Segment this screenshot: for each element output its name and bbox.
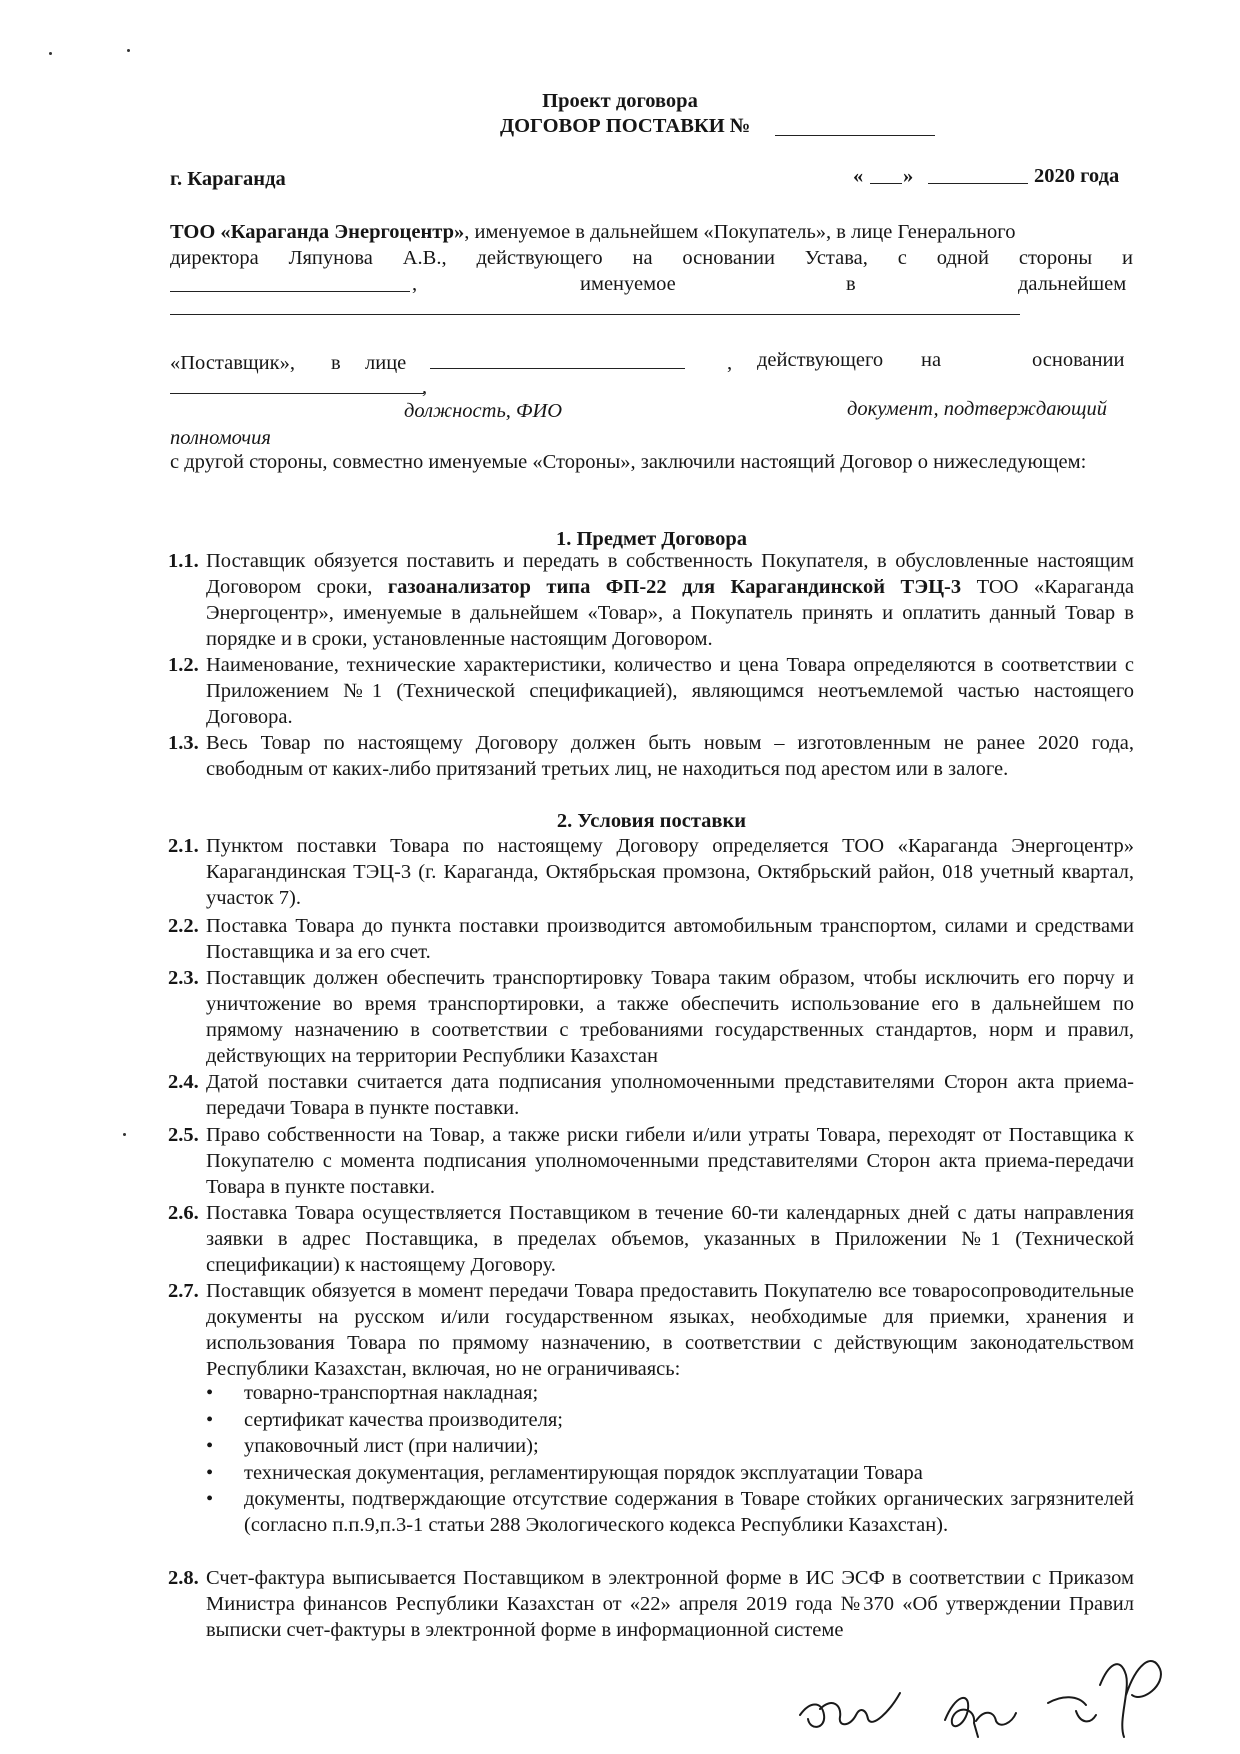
clause-number: 2.5. bbox=[168, 1124, 199, 1146]
supplier-long-blank bbox=[170, 314, 1020, 315]
person-word: лице bbox=[365, 352, 407, 374]
clause-text: Наименование, технические характеристики, количество и цена Товара определяются в соответствии с Приложением №1 (Технической спецификацией), являющимся неотъемлемой частью настоящего Договора. bbox=[206, 654, 1134, 728]
clause-text: Счет-фактура выписывается Поставщиком в электронной форме в ИС ЭСФ в соответствии с Приказом Министра финансов Республики Казахстан от «22» апреля 2019 года №370 «Об утверждении Правил выписки счет-фактуры в электронной форме в информационной системе bbox=[206, 1567, 1134, 1641]
clause-number: 1.2. bbox=[168, 654, 199, 676]
document-hint: документ, подтверждающий bbox=[847, 398, 1107, 420]
in-word-2: в bbox=[331, 352, 341, 374]
supplier-name-blank bbox=[170, 291, 410, 292]
section-1-title: 1. Предмет Договора bbox=[555, 528, 748, 550]
clause-text: Поставщик обязуется поставить и передать в собственность Покупателя, в обусловленные настоящим Договором сроки, газоанализатор типа ФП-22 для Карагандинской ТЭЦ-3 ТОО «Караганда Энергоцентр», именуемые в дальнейшем «Товар», а Покупатель принять и оплатить данный Товар в порядке и в сроки, установленные настоящим Договором. bbox=[206, 550, 1135, 650]
clause-1-3 bbox=[168, 730, 1134, 782]
clause-number: 2.3. bbox=[168, 967, 199, 989]
list-item: • сертификат качества производителя; bbox=[206, 1409, 564, 1431]
clause-2-2 bbox=[168, 913, 1134, 965]
signature-stroke bbox=[1048, 1661, 1161, 1737]
month-blank bbox=[928, 183, 1028, 184]
list-item: • техническая документация, регламентирующая порядок эксплуатации Товара bbox=[206, 1462, 923, 1484]
clause-number: 1.1. bbox=[168, 550, 199, 572]
day-blank bbox=[870, 183, 902, 184]
clause-text: Пунктом поставки Товара по настоящему Договору определяется ТОО «Караганда Энергоцентр» Карагандинская ТЭЦ-3 (г. Караганда, Октябрьская промзона, Октябрьский район, 018 учетный квартал, участок 7). bbox=[206, 835, 1134, 909]
scan-speck bbox=[123, 1133, 126, 1136]
signature-stroke bbox=[800, 1693, 900, 1727]
parties-intro-text: , именуемое в дальнейшем «Покупатель», в лице Генерального bbox=[464, 221, 1016, 243]
representative-blank bbox=[430, 368, 685, 369]
handwritten-initials bbox=[780, 1625, 1230, 1750]
clause-2-5 bbox=[168, 1122, 1134, 1200]
project-label: Проект договора bbox=[542, 90, 698, 112]
clause-number: 2.1. bbox=[168, 835, 199, 857]
clause-number: 2.7. bbox=[168, 1280, 199, 1302]
clause-2-1 bbox=[168, 833, 1134, 911]
scan-speck bbox=[49, 52, 52, 55]
bullet-icon: • bbox=[206, 1488, 214, 1510]
clause-text: Датой поставки считается дата подписания уполномоченными представителями Сторон акта приема-передачи Товара в пункте поставки. bbox=[206, 1071, 1134, 1119]
clause-2-6 bbox=[168, 1200, 1134, 1278]
clause-text: Право собственности на Товар, а также риски гибели и/или утраты Товара, переходят от Поставщика к Покупателю с момента подписания уполномоченными представителями Сторон акта приема-передачи Товара в пункте поставки. bbox=[206, 1124, 1134, 1198]
date-open-quote: « bbox=[853, 165, 864, 187]
section-2-title: 2. Условия поставки bbox=[556, 810, 747, 832]
parties-line-2: директора Ляпунова А.В., действующего на основании Устава, с одной стороны и bbox=[170, 247, 1133, 269]
contract-number-blank bbox=[775, 135, 935, 136]
comma: , bbox=[412, 273, 418, 295]
signature-stroke bbox=[945, 1698, 1016, 1737]
basis-word: основании bbox=[1032, 349, 1125, 371]
clause-2-7 bbox=[168, 1278, 1134, 1382]
list-item: • документы, подтверждающие отсутствие содержания в Товаре стойких органических загрязнителей (согласно п.п.9,п.3-1 статьи 288 Экологического кодекса Республики Казахстан). bbox=[206, 1488, 1134, 1536]
bullet-icon: • bbox=[206, 1462, 214, 1484]
clause-number: 2.2. bbox=[168, 915, 199, 937]
in-word: в bbox=[846, 273, 856, 295]
clause-2-4 bbox=[168, 1069, 1134, 1121]
comma: , bbox=[422, 376, 428, 398]
list-item: • товарно-транспортная накладная; bbox=[206, 1382, 539, 1404]
comma: , bbox=[727, 352, 733, 374]
bullet-icon: • bbox=[206, 1435, 214, 1457]
clause-number: 2.6. bbox=[168, 1202, 199, 1224]
clause-text: Поставка Товара до пункта поставки производится автомобильным транспортом, силами и средствами Поставщика и за его счет. bbox=[206, 915, 1134, 963]
clause-text: Поставщик обязуется в момент передачи Товара предоставить Покупателю все товаросопроводительные документы на русском и/или государственном языках, необходимые для приемки, хранения и использования Товара по прямому назначению, в соответствии с действующим законодательством Республики Казахстан, включая, но не ограничиваясь: bbox=[206, 1280, 1134, 1380]
year-label: 2020 года bbox=[1034, 165, 1120, 187]
parties-closing: с другой стороны, совместно именуемые «Стороны», заключили настоящий Договор о нижеследующем: bbox=[170, 451, 1087, 473]
clause-number: 2.8. bbox=[168, 1567, 199, 1589]
acting-word: действующего bbox=[757, 349, 884, 371]
named-word: именуемое bbox=[580, 273, 676, 295]
parties-intro bbox=[170, 219, 1133, 245]
clause-number: 2.4. bbox=[168, 1071, 199, 1093]
list-item: • упаковочный лист (при наличии); bbox=[206, 1435, 539, 1457]
contract-title: ДОГОВОР ПОСТАВКИ № bbox=[500, 115, 751, 137]
basis-document-blank bbox=[170, 393, 424, 394]
clause-number: 1.3. bbox=[168, 732, 199, 754]
city-label: г. Караганда bbox=[170, 168, 286, 190]
further-word: дальнейшем bbox=[1018, 273, 1127, 295]
clause-text: Поставщик должен обеспечить транспортировку Товара таким образом, чтобы исключить его порчу и уничтожение во время транспортировки, а также обеспечить использование его в дальнейшем по прямому назначению в соответствии с требованиями государственных стандартов, норм и правил, действующих на территории Республики Казахстан bbox=[206, 967, 1134, 1067]
clause-1-2 bbox=[168, 652, 1134, 730]
goods-name: газоанализатор типа ФП-22 для Карагандинской ТЭЦ-3 bbox=[387, 576, 962, 598]
clause-text: Поставка Товара осуществляется Поставщиком в течение 60-ти календарных дней с даты направления заявки в адрес Поставщика, в пределах объемов, указанных в Приложении №1 (Технической спецификации) к настоящему Договору. bbox=[206, 1202, 1134, 1276]
supplier-word: «Поставщик», bbox=[170, 352, 295, 374]
clause-2-3 bbox=[168, 965, 1134, 1069]
on-word: на bbox=[921, 349, 942, 371]
bullet-icon: • bbox=[206, 1382, 214, 1404]
date-close-quote: » bbox=[903, 165, 914, 187]
buyer-company-name: ТОО «Караганда Энергоцентр» bbox=[170, 221, 465, 243]
scan-speck bbox=[127, 49, 130, 52]
position-hint: должность, ФИО bbox=[404, 400, 563, 422]
clause-text: Весь Товар по настоящему Договору должен быть новым – изготовленным не ранее 2020 года, свободным от каких-либо притязаний третьих лиц, не находиться под арестом или в залоге. bbox=[206, 732, 1134, 780]
bullet-icon: • bbox=[206, 1409, 214, 1431]
clause-1-1 bbox=[168, 548, 1134, 652]
powers-hint: полномочия bbox=[170, 427, 271, 449]
